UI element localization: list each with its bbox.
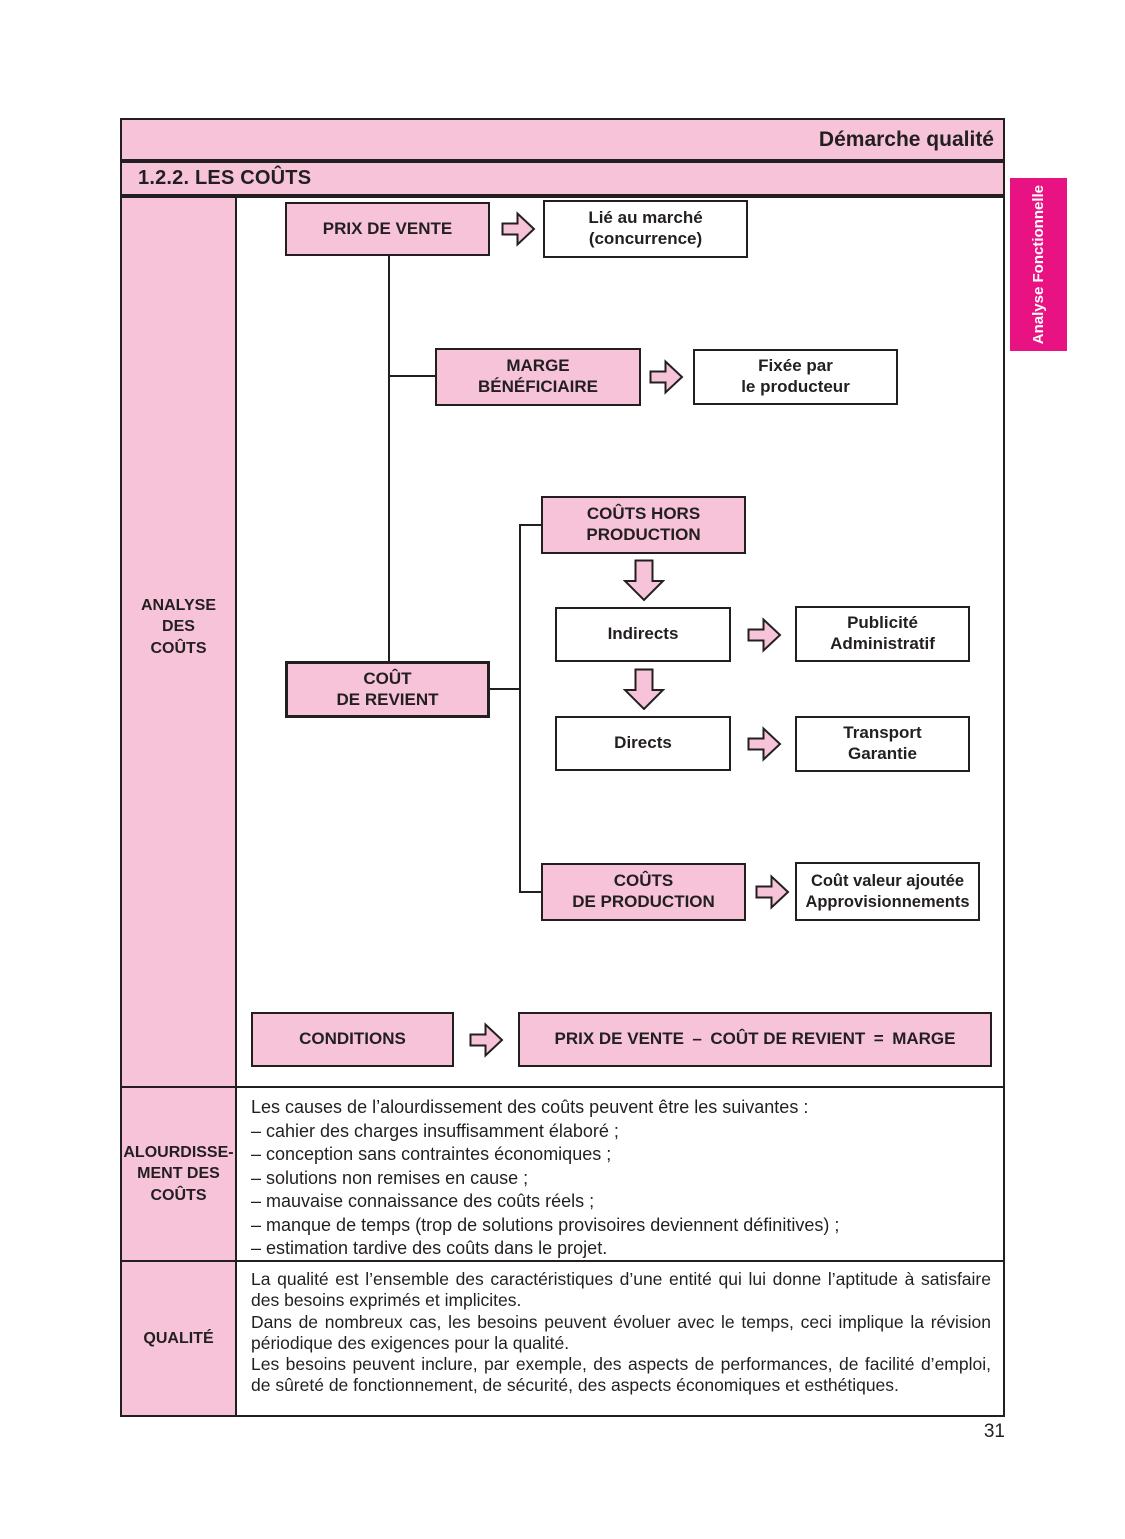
- arrow-right-icon: [755, 874, 790, 910]
- connector-line: [519, 524, 521, 893]
- arrow-right-icon: [501, 211, 536, 247]
- qualite-text: [237, 1260, 1003, 1415]
- node-marge-beneficiaire: MARGE BÉNÉFICIAIRE: [435, 348, 641, 406]
- list-item: – manque de temps (trop de solutions provisoires deviennent définitives) ;: [251, 1214, 840, 1235]
- section-title: 1.2.2. LES COÛTS: [138, 167, 312, 189]
- node-prix-de-vente: PRIX DE VENTE: [285, 202, 490, 256]
- connector-line: [519, 524, 543, 526]
- paragraph: La qualité est l’ensemble des caractéristiques d’une entité qui lui donne l’aptitude à satisfaire des besoins exprimés et implicites.: [251, 1269, 991, 1311]
- row-label-qualite: QUALITÉ: [122, 1260, 237, 1415]
- chapter-side-tab: [1010, 178, 1067, 351]
- costs-flowchart: [237, 198, 1003, 1086]
- arrow-right-icon: [649, 359, 684, 395]
- node-publicite-administratif: Publicité Administratif: [795, 606, 970, 662]
- connector-line: [490, 688, 520, 690]
- arrow-down-icon: [623, 559, 665, 602]
- side-tab-label: Analyse Fonctionnelle: [1030, 184, 1047, 345]
- connector-line: [519, 891, 543, 893]
- connector-line: [388, 375, 436, 377]
- node-couts-hors-production: COÛTS HORS PRODUCTION: [541, 496, 746, 554]
- node-fixee-par-producteur: Fixée par le producteur: [693, 349, 898, 405]
- connector-line: [388, 256, 390, 661]
- node-couts-de-production: COÛTS DE PRODUCTION: [541, 863, 746, 921]
- alourdissement-text: [237, 1086, 1003, 1260]
- paragraph: Dans de nombreux cas, les besoins peuvent évoluer avec le temps, ceci implique la révision périodique des exigences pour la qualité.: [251, 1311, 991, 1353]
- page-title: Démarche qualité: [818, 127, 994, 151]
- arrow-right-icon: [469, 1022, 504, 1058]
- list-item: – solutions non remises en cause ;: [251, 1167, 529, 1188]
- list-item: – mauvaise connaissance des coûts réels ;: [251, 1191, 595, 1211]
- arrow-right-icon: [747, 726, 782, 762]
- row-label-analyse-des-couts: ANALYSE DES COÛTS: [122, 198, 237, 1086]
- causes-intro: Les causes de l’alourdissement des coûts peuvent être les suivantes :: [251, 1097, 809, 1117]
- content-table: [120, 196, 1005, 1417]
- node-formule-marge: PRIX DE VENTE – COÛT DE REVIENT = MARGE: [518, 1012, 992, 1067]
- section-bar: [120, 161, 1005, 196]
- node-conditions: CONDITIONS: [251, 1012, 454, 1067]
- list-item: – conception sans contraintes économiques ;: [251, 1144, 612, 1164]
- page-number: 31: [983, 1421, 1005, 1442]
- header-bar: [120, 118, 1005, 161]
- arrow-down-icon: [623, 668, 665, 711]
- arrow-right-icon: [747, 617, 782, 653]
- node-indirects: Indirects: [555, 607, 731, 662]
- node-lie-au-marche: Lié au marché (concurrence): [543, 200, 748, 258]
- list-item: – cahier des charges insuffisamment élaboré ;: [251, 1120, 619, 1141]
- row-label-alourdissement: ALOURDISSE- MENT DES COÛTS: [122, 1086, 237, 1260]
- node-transport-garantie: Transport Garantie: [795, 716, 970, 772]
- paragraph: Les besoins peuvent inclure, par exemple, des aspects de performances, de facilité d’emploi, de sûreté de fonctionnement, de sécurité, des aspects économiques et esthétiques.: [251, 1354, 991, 1396]
- node-cout-de-revient: COÛT DE REVIENT: [285, 661, 490, 718]
- list-item: – estimation tardive des coûts dans le projet.: [251, 1238, 608, 1258]
- node-cout-valeur-ajoutee: Coût valeur ajoutée Approvisionnements: [795, 862, 980, 921]
- node-directs: Directs: [555, 716, 731, 771]
